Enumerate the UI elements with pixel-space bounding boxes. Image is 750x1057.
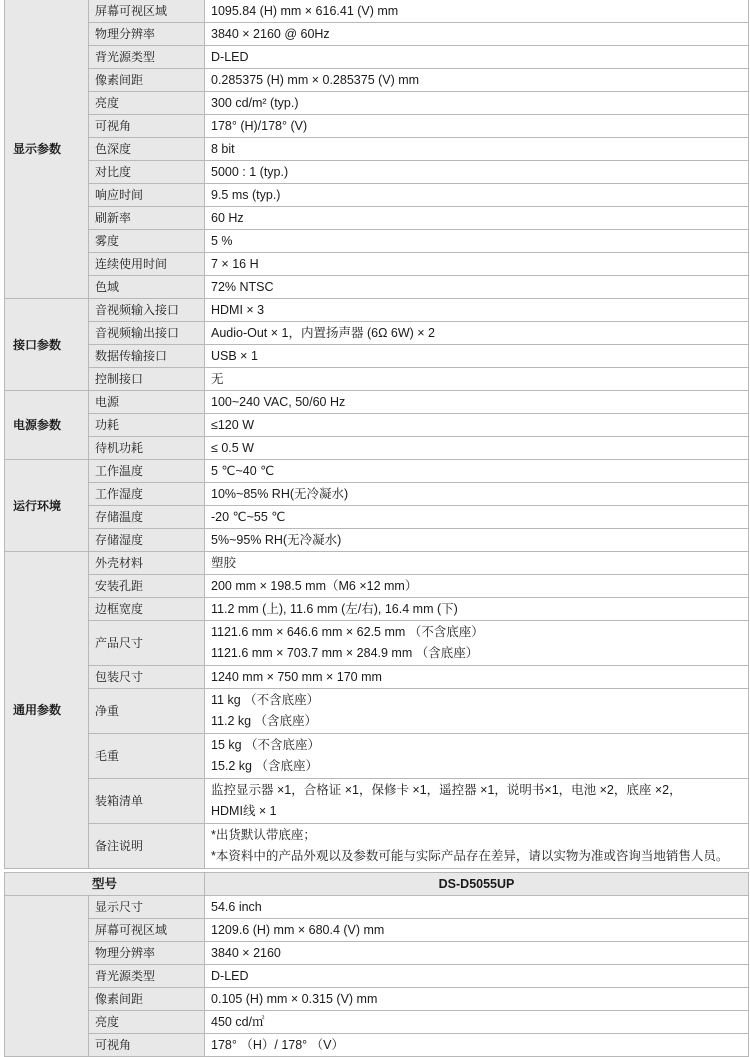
spec-label: 工作温度 [89, 460, 205, 483]
spec-row [5, 552, 749, 575]
spec-value-line: 15.2 kg （含底座） [211, 759, 318, 773]
spec-value: 1095.84 (H) mm × 616.41 (V) mm [205, 0, 749, 23]
spec-row [5, 115, 749, 138]
model-header-label: 型号 [5, 873, 205, 896]
spec-value: 0.105 (H) mm × 0.315 (V) mm [205, 988, 749, 1011]
spec-label: 像素间距 [89, 988, 205, 1011]
spec-value: 9.5 ms (typ.) [205, 184, 749, 207]
spec-row [5, 598, 749, 621]
spec-value: -20 ℃~55 ℃ [205, 506, 749, 529]
spec-row [5, 734, 749, 779]
spec-label: 待机功耗 [89, 437, 205, 460]
spec-label: 可视角 [89, 1034, 205, 1057]
spec-row [5, 0, 749, 23]
spec-value: 3840 × 2160 [205, 942, 749, 965]
spec-row [5, 460, 749, 483]
spec-value: 5 ℃~40 ℃ [205, 460, 749, 483]
spec-label: 显示尺寸 [89, 896, 205, 919]
spec-row [5, 207, 749, 230]
spec-value: 1240 mm × 750 mm × 170 mm [205, 666, 749, 689]
spec-value-line: *出货默认带底座； [211, 828, 316, 842]
spec-value: 无 [205, 368, 749, 391]
spec-label: 物理分辨率 [89, 23, 205, 46]
category-label [5, 896, 89, 1057]
spec-row [5, 666, 749, 689]
spec-value: USB × 1 [205, 345, 749, 368]
spec-label: 背光源类型 [89, 46, 205, 69]
spec-row [5, 345, 749, 368]
spec-value-line: 15 kg （不含底座） [211, 738, 321, 752]
category-label: 电源参数 [5, 391, 89, 460]
spec-label: 可视角 [89, 115, 205, 138]
spec-label: 控制接口 [89, 368, 205, 391]
spec-label: 毛重 [89, 734, 205, 779]
spec-row [5, 184, 749, 207]
spec-value: Audio-Out × 1，内置扬声器 (6Ω 6W) × 2 [205, 322, 749, 345]
spec-value: 72% NTSC [205, 276, 749, 299]
spec-label: 净重 [89, 689, 205, 734]
spec-label: 响应时间 [89, 184, 205, 207]
spec-value: 54.6 inch [205, 896, 749, 919]
spec-label: 产品尺寸 [89, 621, 205, 666]
spec-value: 60 Hz [205, 207, 749, 230]
spec-value-line: HDMI线 × 1 [211, 804, 277, 818]
spec-label: 亮度 [89, 1011, 205, 1034]
spec-value: 5000 : 1 (typ.) [205, 161, 749, 184]
spec-label: 雾度 [89, 230, 205, 253]
spec-label: 物理分辨率 [89, 942, 205, 965]
spec-value: ≤ 0.5 W [205, 437, 749, 460]
spec-label: 安装孔距 [89, 575, 205, 598]
spec-row [5, 824, 749, 869]
model-header-row [5, 873, 749, 896]
spec-label: 连续使用时间 [89, 253, 205, 276]
spec-row [5, 23, 749, 46]
spec-value: 1209.6 (H) mm × 680.4 (V) mm [205, 919, 749, 942]
category-label: 运行环境 [5, 460, 89, 552]
spec-label: 存储湿度 [89, 529, 205, 552]
spec-value-line: *本资料中的产品外观以及参数可能与实际产品存在差异，请以实物为准或咨询当地销售人员。 [211, 849, 729, 863]
spec-value-line: 11.2 kg （含底座） [211, 714, 318, 728]
spec-table-model [4, 872, 749, 1057]
spec-table-main [4, 0, 749, 869]
spec-value: D-LED [205, 965, 749, 988]
category-label: 显示参数 [5, 0, 89, 299]
spec-row [5, 896, 749, 919]
spec-label: 功耗 [89, 414, 205, 437]
spec-value-line: 1121.6 mm × 703.7 mm × 284.9 mm （含底座） [211, 646, 479, 660]
spec-value [205, 689, 749, 734]
spec-value: 5%~95% RH(无冷凝水) [205, 529, 749, 552]
spec-row [5, 322, 749, 345]
spec-row [5, 942, 749, 965]
category-label: 通用参数 [5, 552, 89, 869]
spec-row [5, 483, 749, 506]
spec-row [5, 391, 749, 414]
spec-value-line: 监控显示器 ×1，合格证 ×1，保修卡 ×1，遥控器 ×1，说明书×1，电池 ×2，底座 ×2， [211, 783, 682, 797]
spec-row [5, 230, 749, 253]
spec-value: D-LED [205, 46, 749, 69]
spec-row [5, 92, 749, 115]
spec-label: 备注说明 [89, 824, 205, 869]
spec-row [5, 919, 749, 942]
spec-row [5, 965, 749, 988]
spec-value: 178° （H）/ 178° （V） [205, 1034, 749, 1057]
spec-row [5, 138, 749, 161]
spec-row [5, 621, 749, 666]
spec-row [5, 276, 749, 299]
category-label: 接口参数 [5, 299, 89, 391]
spec-row [5, 414, 749, 437]
spec-label: 色域 [89, 276, 205, 299]
spec-row [5, 69, 749, 92]
spec-label: 对比度 [89, 161, 205, 184]
spec-value: 10%~85% RH(无冷凝水) [205, 483, 749, 506]
spec-value [205, 734, 749, 779]
spec-label: 背光源类型 [89, 965, 205, 988]
spec-label: 亮度 [89, 92, 205, 115]
spec-value: 100~240 VAC, 50/60 Hz [205, 391, 749, 414]
spec-row [5, 161, 749, 184]
spec-label: 屏幕可视区域 [89, 919, 205, 942]
spec-row [5, 437, 749, 460]
spec-label: 包装尺寸 [89, 666, 205, 689]
spec-label: 边框宽度 [89, 598, 205, 621]
spec-value: 3840 × 2160 @ 60Hz [205, 23, 749, 46]
spec-value: 200 mm × 198.5 mm（M6 ×12 mm） [205, 575, 749, 598]
spec-value: 0.285375 (H) mm × 0.285375 (V) mm [205, 69, 749, 92]
spec-value [205, 779, 749, 824]
model-header-value: DS-D5055UP [205, 873, 749, 896]
spec-value: HDMI × 3 [205, 299, 749, 322]
spec-value: 塑胶 [205, 552, 749, 575]
spec-label: 色深度 [89, 138, 205, 161]
spec-value [205, 621, 749, 666]
spec-label: 像素间距 [89, 69, 205, 92]
spec-label: 电源 [89, 391, 205, 414]
spec-row [5, 988, 749, 1011]
spec-value: ≤120 W [205, 414, 749, 437]
spec-label: 装箱清单 [89, 779, 205, 824]
spec-value [205, 824, 749, 869]
spec-row [5, 46, 749, 69]
spec-row [5, 253, 749, 276]
spec-value: 450 cd/㎡ [205, 1011, 749, 1034]
spec-value: 11.2 mm (上), 11.6 mm (左/右), 16.4 mm (下) [205, 598, 749, 621]
spec-label: 刷新率 [89, 207, 205, 230]
spec-label: 音视频输入接口 [89, 299, 205, 322]
spec-value: 5 % [205, 230, 749, 253]
spec-label: 外壳材料 [89, 552, 205, 575]
spec-row [5, 689, 749, 734]
spec-label: 数据传输接口 [89, 345, 205, 368]
spec-label: 工作湿度 [89, 483, 205, 506]
spec-row [5, 1034, 749, 1057]
spec-value: 300 cd/m² (typ.) [205, 92, 749, 115]
spec-label: 音视频输出接口 [89, 322, 205, 345]
spec-row [5, 529, 749, 552]
spec-label: 屏幕可视区域 [89, 0, 205, 23]
spec-value-line: 1121.6 mm × 646.6 mm × 62.5 mm （不含底座） [211, 625, 484, 639]
spec-value: 7 × 16 H [205, 253, 749, 276]
spec-row [5, 779, 749, 824]
spec-row [5, 575, 749, 598]
spec-label: 存储温度 [89, 506, 205, 529]
spec-value: 8 bit [205, 138, 749, 161]
spec-row [5, 1011, 749, 1034]
spec-row [5, 368, 749, 391]
spec-row [5, 506, 749, 529]
spec-value: 178° (H)/178° (V) [205, 115, 749, 138]
spec-value-line: 11 kg （不含底座） [211, 693, 320, 707]
spec-row [5, 299, 749, 322]
